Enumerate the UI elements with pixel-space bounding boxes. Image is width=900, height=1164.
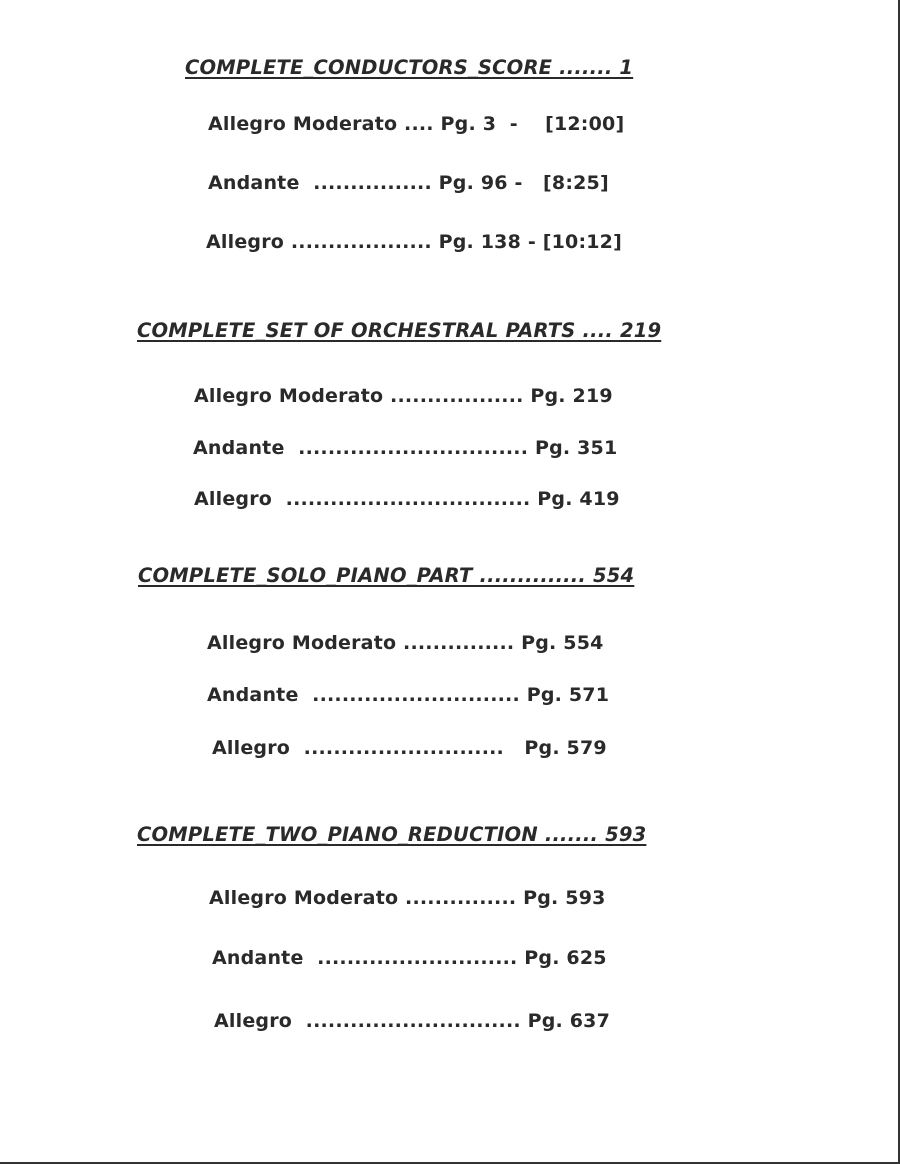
toc-entry: Allegro ............................. Pg. 637 (214, 1010, 611, 1032)
section-heading-orchestral-parts: COMPLETE_SET OF ORCHESTRAL PARTS .... 219 (137, 319, 662, 342)
section-heading-solo-piano-part: COMPLETE_SOLO_PIANO_PART .............. 554 (138, 564, 635, 587)
section-heading-conductors-score: COMPLETE_CONDUCTORS_SCORE ....... 1 (185, 56, 634, 79)
toc-entry: Allegro Moderato .... Pg. 3 - [12:00] (208, 113, 625, 135)
toc-entry: Andante ............................... Pg. 351 (193, 437, 618, 459)
toc-entry: Allegro Moderato .................. Pg. 219 (194, 385, 613, 407)
toc-entry: Allegro ................... Pg. 138 - [10:12] (206, 231, 622, 253)
toc-entry: Allegro ........................... Pg. 579 (212, 737, 607, 759)
toc-entry: Andante ............................ Pg. 571 (207, 684, 610, 706)
toc-entry: Andante ................ Pg. 96 - [8:25] (208, 172, 609, 194)
section-heading-two-piano-reduction: COMPLETE_TWO_PIANO_REDUCTION ....... 593 (137, 823, 647, 846)
toc-entry: Allegro ................................. Pg. 419 (194, 488, 620, 510)
toc-entry: Allegro Moderato ............... Pg. 554 (207, 632, 604, 654)
toc-entry: Allegro Moderato ............... Pg. 593 (209, 887, 606, 909)
toc-entry: Andante ........................... Pg. 625 (212, 947, 607, 969)
